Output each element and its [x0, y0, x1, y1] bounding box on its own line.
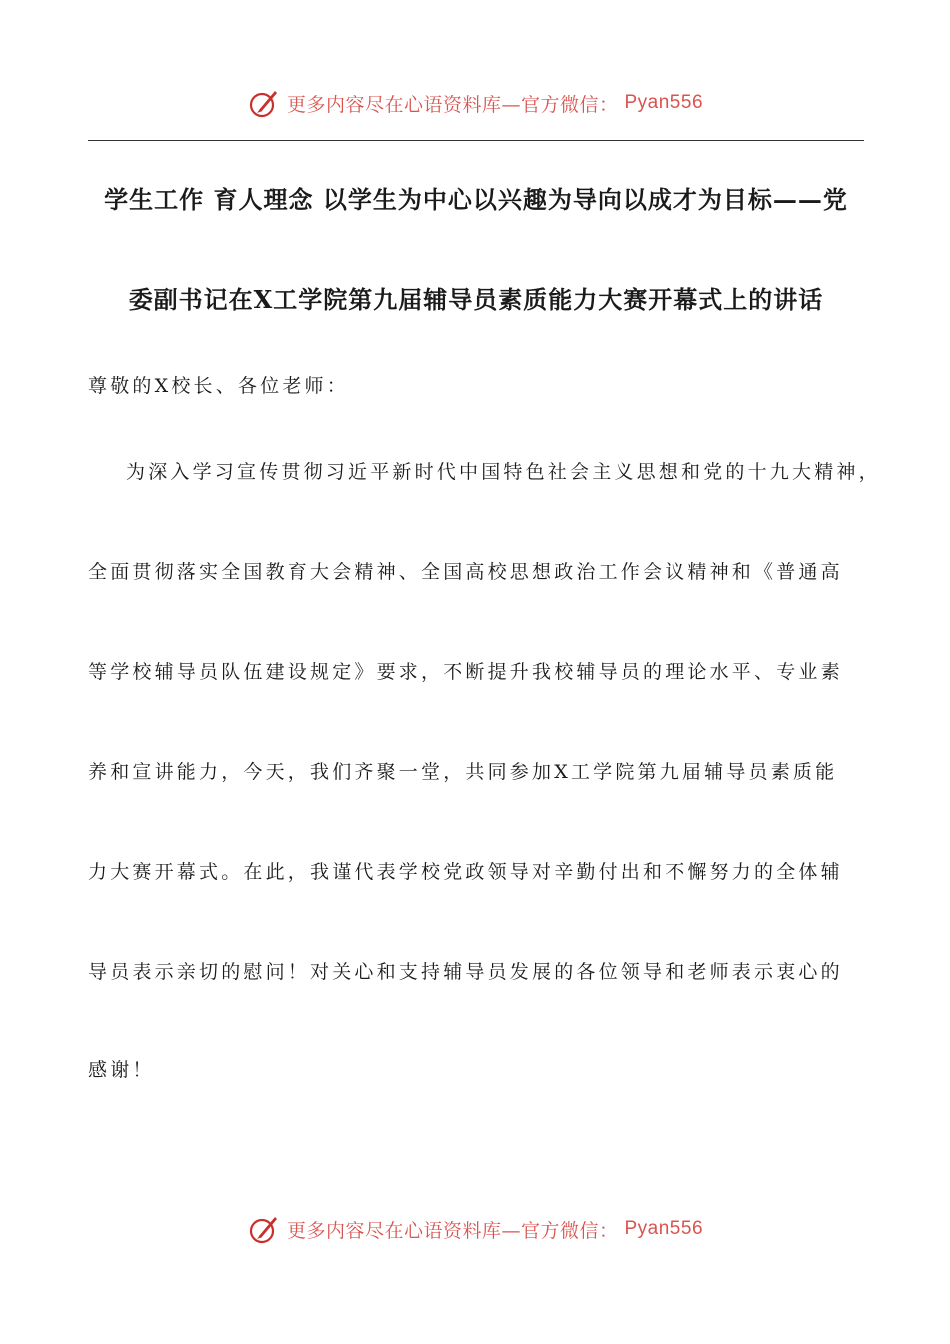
watermark-handle: Pyan556	[624, 1218, 704, 1239]
header-rule	[88, 140, 864, 141]
body-line-6: 导员表示亲切的慰问！对关心和支持辅导员发展的各位领导和老师表示衷心的	[88, 961, 843, 983]
header-watermark	[0, 86, 950, 120]
body-line-3: 等学校辅导员队伍建设规定》要求，不断提升我校辅导员的理论水平、专业素	[88, 661, 843, 683]
body-line-2: 全面贯彻落实全国教育大会精神、全国高校思想政治工作会议精神和《普通高	[88, 561, 843, 583]
watermark-text: 更多内容尽在心语资料库—官方微信：	[286, 1219, 619, 1242]
quill-pen-circle-icon	[247, 86, 281, 120]
salutation: 尊敬的X校长、各位老师：	[88, 375, 349, 397]
footer-watermark	[0, 1212, 950, 1246]
quill-pen-circle-icon	[247, 1212, 281, 1246]
body-line-1: 为深入学习宣传贯彻习近平新时代中国特色社会主义思想和党的十九大精神，	[126, 461, 881, 483]
body-line-5: 力大赛开幕式。在此，我谨代表学校党政领导对辛勤付出和不懈努力的全体辅	[88, 861, 843, 883]
watermark-handle: Pyan556	[624, 92, 704, 113]
document-title-line-1: 学生工作 育人理念 以学生为中心以兴趣为导向以成才为目标——党	[104, 185, 848, 214]
body-line-7: 感谢！	[88, 1059, 155, 1081]
watermark-text: 更多内容尽在心语资料库—官方微信：	[286, 93, 619, 116]
document-title-line-2: 委副书记在X工学院第九届辅导员素质能力大赛开幕式上的讲话	[128, 285, 824, 314]
body-line-4: 养和宣讲能力，今天，我们齐聚一堂，共同参加X工学院第九届辅导员素质能	[88, 761, 838, 783]
